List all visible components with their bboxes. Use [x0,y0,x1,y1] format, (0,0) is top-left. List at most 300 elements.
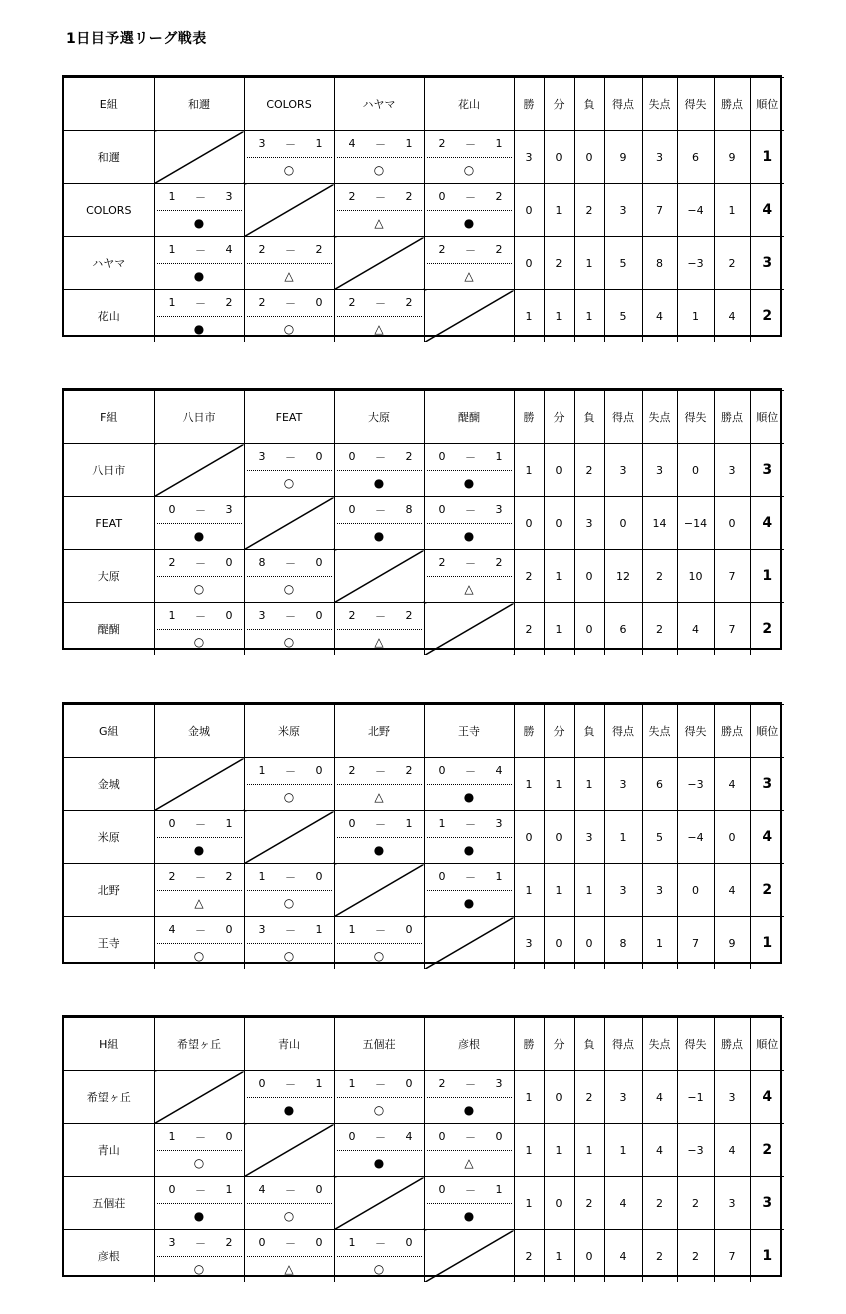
goals-for: 0 [438,870,446,884]
result-mark: ○ [283,163,295,178]
score-dash: － [195,609,206,623]
match-score [337,444,422,471]
match-cell [334,1124,424,1177]
goals-for: 0 [348,817,356,831]
match-score [157,603,242,630]
stat-value: 14 [642,497,677,550]
row-team-name: 醍醐 [64,603,154,656]
stat-value: 1 [544,550,574,603]
match-cell [244,1230,334,1283]
result-mark: △ [284,1262,294,1277]
table-row [64,1230,784,1283]
stat-value: 5 [642,811,677,864]
score-dash: － [465,1183,476,1197]
match-cell [334,1071,424,1124]
stat-header: 得失 [677,705,714,758]
league-table [62,388,782,650]
table-row [64,1071,784,1124]
match-result [425,444,514,496]
column-team-name: 米原 [244,705,334,758]
match-score [337,184,422,211]
stat-value: 3 [514,917,544,970]
goals-for: 0 [438,190,446,204]
stat-value: 1 [574,864,604,917]
goals-for: 2 [168,870,176,884]
goals-against: 4 [225,243,233,257]
match-score [247,237,332,264]
rank-value: 3 [750,1177,784,1230]
goals-against: 4 [495,764,503,778]
self-match-cell [154,444,244,497]
stat-header: 勝 [514,705,544,758]
goals-against: 0 [315,870,323,884]
column-team-name: COLORS [244,78,334,131]
stat-value: 1 [677,290,714,343]
stat-value: 1 [544,184,574,237]
match-result [245,290,334,342]
self-match-cell [424,917,514,970]
match-result [155,917,244,969]
match-cell [424,811,514,864]
match-result [245,444,334,496]
match-result [155,1177,244,1229]
match-cell [244,444,334,497]
match-score [157,1177,242,1204]
stat-value: 2 [574,1071,604,1124]
rank-value: 1 [750,917,784,970]
score-dash: － [465,137,476,151]
result-mark: ● [193,322,205,337]
result-mark: ○ [283,476,295,491]
goals-against: 2 [405,764,413,778]
column-team-name: 花山 [424,78,514,131]
stat-value: 4 [677,603,714,656]
rank-value: 2 [750,864,784,917]
stat-header: 得失 [677,391,714,444]
match-score [337,290,422,317]
match-result [155,1124,244,1176]
stat-value: 0 [544,1071,574,1124]
stat-value: 1 [574,758,604,811]
match-score [337,1124,422,1151]
goals-against: 1 [495,1183,503,1197]
match-score [247,917,332,944]
match-result [155,1230,244,1282]
self-match-cell [334,864,424,917]
score-dash: － [375,1077,386,1091]
stat-header: 順位 [750,78,784,131]
stat-value: 3 [574,811,604,864]
goals-against: 0 [225,1130,233,1144]
goals-for: 1 [348,923,356,937]
goals-against: 8 [405,503,413,517]
self-match-cell [244,497,334,550]
stat-value: 2 [544,237,574,290]
row-team-name: 花山 [64,290,154,343]
stat-value: 1 [514,290,544,343]
league-table [62,702,782,964]
result-mark: ● [463,790,475,805]
goals-for: 0 [168,1183,176,1197]
row-team-name: 五個荘 [64,1177,154,1230]
stat-value: 0 [514,811,544,864]
rank-value: 3 [750,444,784,497]
goals-against: 0 [405,1236,413,1250]
match-cell [154,603,244,656]
group-name: E組 [64,78,154,131]
stat-value: 3 [642,864,677,917]
score-dash: － [195,923,206,937]
match-result [425,1124,514,1176]
stat-header: 勝点 [714,1018,750,1071]
stat-value: 6 [677,131,714,184]
stat-value: 3 [604,864,642,917]
score-dash: － [465,556,476,570]
result-mark: ○ [373,949,385,964]
match-score [427,1124,512,1151]
stat-value: 1 [544,603,574,656]
stat-value: 8 [604,917,642,970]
match-result [335,758,424,810]
match-cell [334,603,424,656]
goals-for: 1 [168,609,176,623]
match-result [245,1177,334,1229]
match-result [335,917,424,969]
stat-value: 2 [514,550,544,603]
goals-for: 3 [258,137,266,151]
match-score [427,1177,512,1204]
score-dash: － [195,503,206,517]
match-result [335,497,424,549]
match-score [427,864,512,891]
rank-value: 1 [750,131,784,184]
match-score [247,550,332,577]
goals-for: 0 [258,1077,266,1091]
match-cell [154,237,244,290]
rank-value: 3 [750,758,784,811]
goals-against: 3 [225,503,233,517]
match-score [157,1230,242,1257]
score-dash: － [375,609,386,623]
result-mark: ● [193,529,205,544]
stat-value: 0 [514,497,544,550]
match-cell [334,917,424,970]
stat-value: 2 [574,444,604,497]
table-row [64,1124,784,1177]
stat-value: 4 [714,1124,750,1177]
match-cell [424,1124,514,1177]
column-team-name: 和邇 [154,78,244,131]
stat-value: −1 [677,1071,714,1124]
match-cell [244,603,334,656]
match-result [155,603,244,655]
score-dash: － [375,190,386,204]
match-cell [154,497,244,550]
match-score [247,864,332,891]
goals-for: 2 [438,243,446,257]
match-result [425,864,514,916]
stat-header: 得点 [604,705,642,758]
match-cell [424,550,514,603]
stat-value: 3 [604,1071,642,1124]
row-team-name: 金城 [64,758,154,811]
stat-value: 3 [714,1177,750,1230]
stat-value: 0 [604,497,642,550]
match-result [335,184,424,236]
goals-for: 1 [168,190,176,204]
self-match-cell [154,758,244,811]
goals-against: 2 [405,450,413,464]
stat-value: 4 [714,290,750,343]
table-row [64,758,784,811]
match-cell [244,1071,334,1124]
match-score [337,1071,422,1098]
score-dash: － [375,503,386,517]
match-score [157,811,242,838]
goals-against: 1 [225,1183,233,1197]
result-mark: △ [374,216,384,231]
score-dash: － [195,1183,206,1197]
goals-against: 2 [495,190,503,204]
column-team-name: 希望ヶ丘 [154,1018,244,1071]
table-row [64,603,784,656]
match-score [337,131,422,158]
match-score [157,864,242,891]
goals-for: 1 [258,764,266,778]
match-score [157,497,242,524]
match-result [335,1230,424,1282]
self-match-cell [244,1124,334,1177]
stat-header: 得点 [604,78,642,131]
result-mark: △ [284,269,294,284]
stat-value: 1 [514,758,544,811]
score-dash: － [285,556,296,570]
goals-for: 0 [258,1236,266,1250]
score-dash: － [285,1236,296,1250]
match-result [245,603,334,655]
score-dash: － [465,817,476,831]
score-dash: － [285,1077,296,1091]
stat-value: −3 [677,758,714,811]
goals-against: 1 [495,450,503,464]
goals-for: 2 [258,296,266,310]
score-dash: － [195,870,206,884]
goals-for: 1 [348,1077,356,1091]
match-result [425,811,514,863]
match-score [427,444,512,471]
stat-value: −4 [677,811,714,864]
score-dash: － [375,817,386,831]
stat-value: 2 [514,1230,544,1283]
stat-value: 7 [714,603,750,656]
rank-value: 2 [750,290,784,343]
match-score [157,290,242,317]
stat-header: 順位 [750,705,784,758]
match-cell [334,1230,424,1283]
table-row [64,864,784,917]
match-score [247,1071,332,1098]
match-score [157,917,242,944]
match-cell [334,811,424,864]
goals-against: 1 [495,870,503,884]
goals-against: 0 [495,1130,503,1144]
goals-against: 0 [315,764,323,778]
goals-for: 3 [258,609,266,623]
stat-value: 1 [544,1124,574,1177]
score-dash: － [465,764,476,778]
match-score [427,184,512,211]
stat-value: 3 [714,1071,750,1124]
match-cell [154,1177,244,1230]
result-mark: △ [194,896,204,911]
result-mark: ○ [283,635,295,650]
stat-value: 3 [604,444,642,497]
stat-value: 1 [604,811,642,864]
match-cell [424,758,514,811]
match-score [427,131,512,158]
row-team-name: 大原 [64,550,154,603]
stat-value: 1 [514,864,544,917]
match-score [337,603,422,630]
stat-header: 分 [544,705,574,758]
match-score [247,444,332,471]
score-dash: － [285,870,296,884]
goals-against: 3 [495,1077,503,1091]
score-dash: － [285,609,296,623]
column-team-name: 彦根 [424,1018,514,1071]
self-match-cell [154,1071,244,1124]
result-mark: ○ [193,582,205,597]
stat-header: 分 [544,1018,574,1071]
goals-against: 0 [315,556,323,570]
match-result [245,917,334,969]
goals-for: 0 [438,1130,446,1144]
stat-value: 9 [714,131,750,184]
goals-against: 2 [225,296,233,310]
goals-for: 0 [348,450,356,464]
match-result [425,758,514,810]
goals-for: 3 [258,923,266,937]
match-cell [154,1230,244,1283]
score-dash: － [375,923,386,937]
page-title: 1日目予選リーグ戦表 [66,31,207,47]
goals-for: 1 [438,817,446,831]
match-score [247,131,332,158]
match-cell [154,1124,244,1177]
goals-for: 3 [258,450,266,464]
rank-value: 4 [750,184,784,237]
stat-value: −4 [677,184,714,237]
match-cell [334,184,424,237]
goals-against: 0 [225,609,233,623]
stat-value: 4 [604,1177,642,1230]
goals-for: 4 [168,923,176,937]
goals-for: 2 [348,609,356,623]
match-cell [154,290,244,343]
result-mark: ● [463,216,475,231]
result-mark: ● [373,529,385,544]
match-score [247,758,332,785]
goals-against: 3 [225,190,233,204]
match-score [157,184,242,211]
stat-header: 勝点 [714,78,750,131]
stat-value: 1 [574,237,604,290]
table-row [64,290,784,343]
score-dash: － [465,1130,476,1144]
result-mark: △ [464,582,474,597]
match-score [157,1124,242,1151]
match-score [427,1071,512,1098]
goals-against: 2 [405,609,413,623]
stat-value: −3 [677,1124,714,1177]
match-result [425,1177,514,1229]
goals-against: 0 [405,923,413,937]
table-row [64,811,784,864]
stat-value: 0 [714,811,750,864]
column-team-name: 五個荘 [334,1018,424,1071]
score-dash: － [195,1130,206,1144]
match-cell [244,550,334,603]
match-result [335,1071,424,1123]
match-cell [154,184,244,237]
rank-value: 1 [750,550,784,603]
stat-value: 4 [714,864,750,917]
result-mark: ● [193,269,205,284]
stat-header: 順位 [750,391,784,444]
stat-header: 負 [574,705,604,758]
stat-header: 負 [574,78,604,131]
score-dash: － [195,243,206,257]
goals-against: 2 [405,296,413,310]
row-team-name: 和邇 [64,131,154,184]
match-result [155,290,244,342]
goals-against: 2 [225,1236,233,1250]
stat-value: 3 [642,131,677,184]
stat-value: 2 [574,184,604,237]
stat-value: 2 [714,237,750,290]
score-dash: － [195,296,206,310]
stat-value: 1 [544,290,574,343]
goals-against: 1 [315,137,323,151]
stat-value: 3 [604,758,642,811]
result-mark: ○ [463,163,475,178]
result-mark: ● [283,1103,295,1118]
stat-header: 勝 [514,391,544,444]
stat-value: 7 [642,184,677,237]
goals-for: 0 [438,503,446,517]
column-team-name: 大原 [334,391,424,444]
match-cell [244,917,334,970]
stat-value: 1 [544,758,574,811]
stat-value: 0 [574,1230,604,1283]
stat-header: 得点 [604,1018,642,1071]
match-cell [334,290,424,343]
stat-header: 順位 [750,1018,784,1071]
goals-against: 0 [315,296,323,310]
result-mark: ○ [373,163,385,178]
stat-value: 4 [642,1071,677,1124]
match-cell [424,497,514,550]
stat-value: 0 [574,603,604,656]
score-dash: － [465,870,476,884]
goals-against: 0 [405,1077,413,1091]
stat-header: 勝 [514,78,544,131]
match-cell [424,237,514,290]
score-dash: － [375,764,386,778]
stat-value: 0 [574,550,604,603]
match-result [425,184,514,236]
goals-against: 3 [495,817,503,831]
